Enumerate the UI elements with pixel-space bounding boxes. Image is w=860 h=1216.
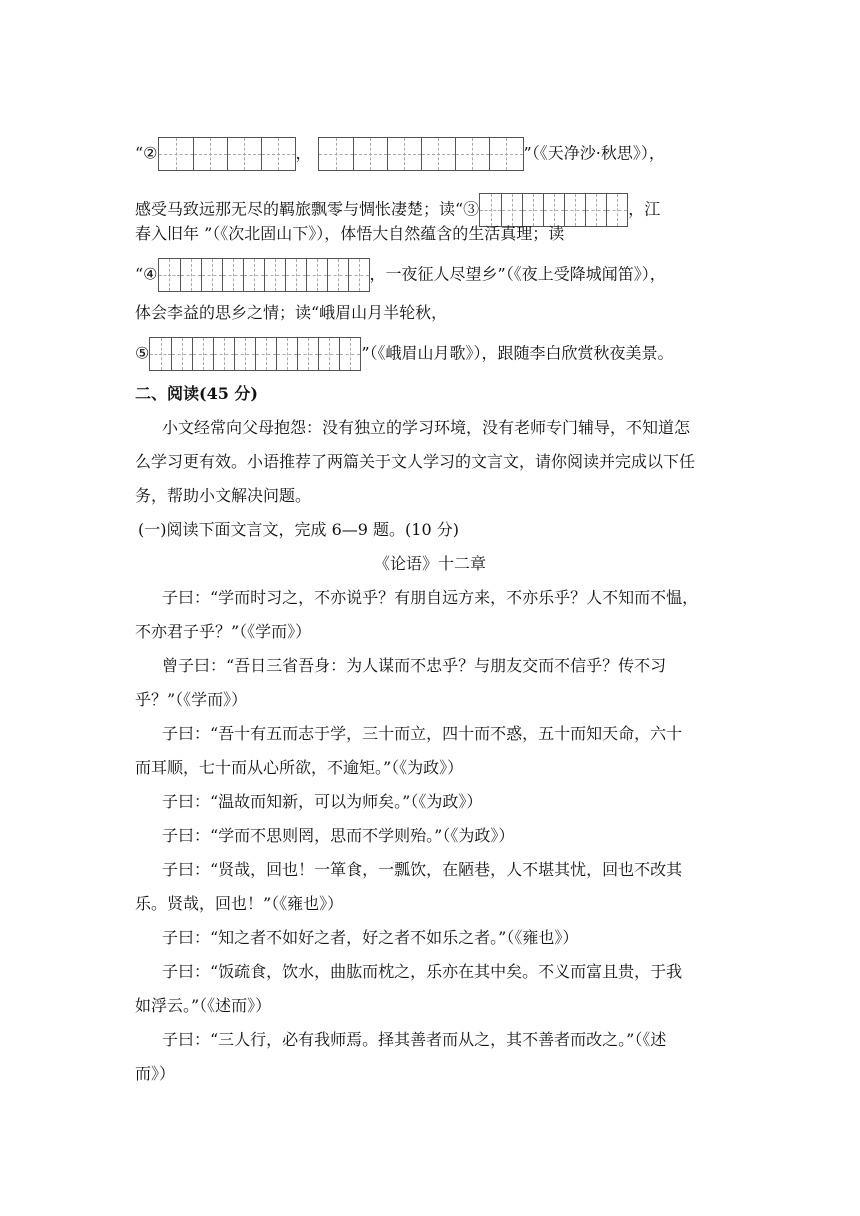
passage-line: 子曰：“温故而知新，可以为师矣。”（《为政》） (162, 792, 483, 811)
comma: ， (295, 143, 312, 163)
passage-line: 子曰：“三人行，必有我师焉。择其善者而从之，其不善者而改之。”（《述 (162, 1030, 667, 1049)
answer-grid-2a[interactable] (158, 137, 296, 171)
blank-4-label: “④ (135, 264, 158, 284)
poem-line-4 (135, 258, 730, 292)
intro-line: 务，帮助小文解决问题。 (135, 486, 312, 505)
passage-line: 不亦君子乎？”（《学而》） (135, 622, 312, 641)
text-line: ，一夜征人尽望乡”（《夜上受降城闻笛》）， (369, 264, 666, 284)
passage-line: 子曰：“贤哉，回也！一箪食，一瓢饮，在陋巷，人不堪其忧，回也不改其 (162, 860, 683, 879)
passage-line: 如浮云。”（《述而》） (135, 996, 272, 1015)
passage-line: 而耳顺，七十而从心所欲，不逾矩。”（《为政》） (135, 758, 464, 777)
poem-line-1 (135, 137, 730, 171)
blank-5-label: ⑤ (135, 343, 150, 363)
intro-line: 么学习更有效。小语推荐了两篇关于文人学习的文言文，请你阅读并完成以下任 (135, 452, 696, 471)
passage-title: 《论语》十二章 (373, 554, 486, 573)
text-line: 感受马致远那无尽的羁旅飘零与惆怅凄楚；读“③ (135, 199, 480, 219)
answer-grid-5[interactable] (149, 337, 361, 371)
section-heading: 二、阅读(45 分) (135, 384, 258, 403)
source-tianjingsha: ”（《天净沙·秋思》）， (523, 143, 665, 163)
poem-line-5 (135, 301, 730, 325)
poem-line-6 (135, 337, 730, 371)
blank-2-label: “② (135, 143, 158, 163)
answer-grid-2b[interactable] (318, 137, 524, 171)
text-line: ”（《峨眉山月歌》），跟随李白欣赏秋夜美景。 (361, 343, 674, 363)
passage-line: 子曰：“知之者不如好之者，好之者不如乐之者。”（《雍也》） (162, 928, 579, 947)
passage-line: 而》） (135, 1064, 176, 1083)
passage-line: 子曰：“饭疏食，饮水，曲肱而枕之，乐亦在其中矣。不义而富且贵，于我 (162, 962, 683, 981)
poem-line-3 (135, 222, 730, 246)
intro-line: 小文经常向父母抱怨：没有独立的学习环境，没有老师专门辅导，不知道怎 (162, 418, 691, 437)
text-line: 春入旧年 ”（《次北固山下》），体悟大自然蕴含的生活真理；读 (135, 224, 565, 243)
answer-grid-4[interactable] (158, 258, 370, 292)
subsection-heading: (一)阅读下面文言文，完成 6—9 题。(10 分) (138, 520, 459, 539)
passage-line: 子曰：“学而时习之，不亦说乎？有朋自远方来，不亦乐乎？人不知而不愠， (162, 588, 699, 607)
text-line: ，江 (628, 199, 661, 219)
passage-line: 曾子曰：“吾日三省吾身：为人谋而不忠乎？与朋友交而不信乎？传不习 (162, 656, 667, 675)
passage-line: 乎？”（《学而》） (135, 690, 248, 709)
text-line: 体会李益的思乡之情；读“峨眉山月半轮秋， (135, 303, 448, 322)
passage-line: 子曰：“学而不思则罔，思而不学则殆。”（《为政》） (162, 826, 515, 845)
passage-line: 子曰：“吾十有五而志于学，三十而立，四十而不惑，五十而知天命，六十 (162, 724, 683, 743)
passage-line: 乐。贤哉，回也！”（《雍也》） (135, 894, 344, 913)
